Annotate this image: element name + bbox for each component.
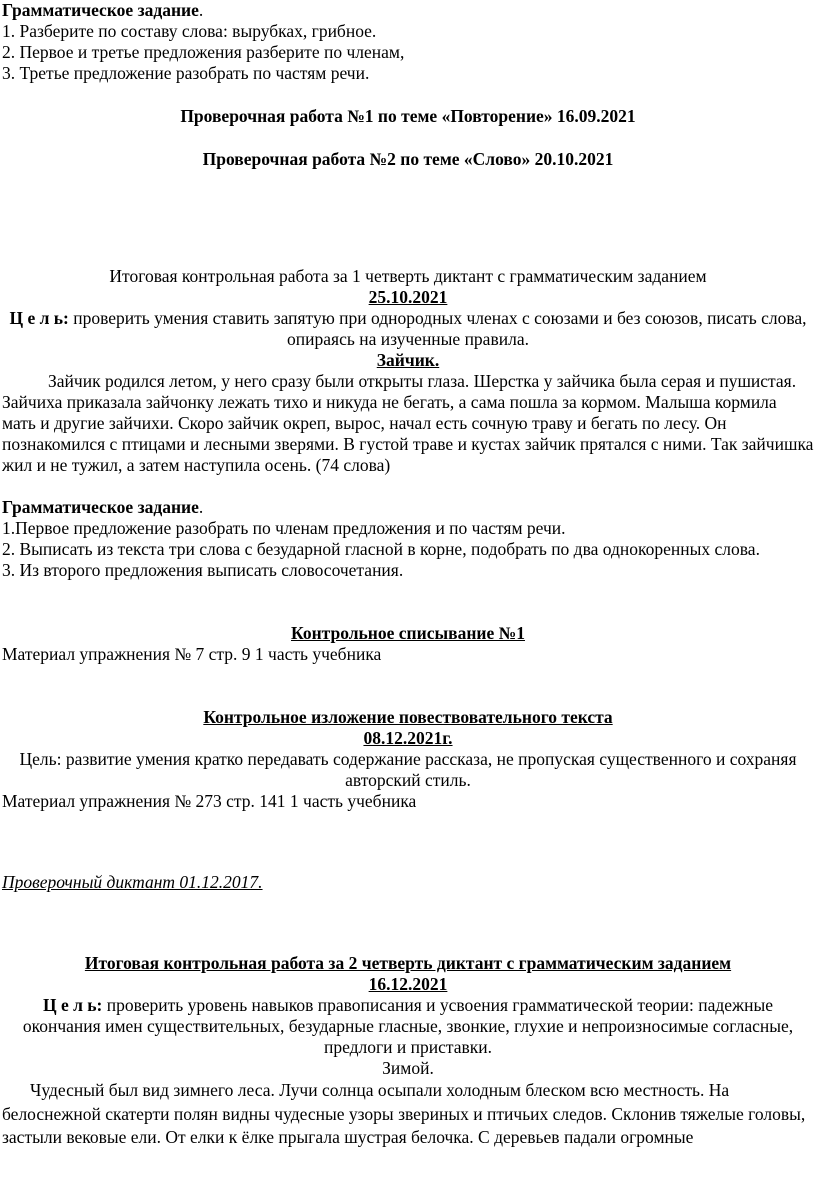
- grammar-task-item: 2. Первое и третье предложения разберите по членам,: [2, 42, 405, 62]
- goal-text: проверить умения ставить запятую при однородных членах с союзами и без союзов, писать слова, опираясь на изученные правила.: [68, 308, 807, 349]
- dictation-title-zaychik: Зайчик.: [376, 350, 440, 370]
- goal-label: Ц е л ь:: [42, 995, 103, 1015]
- final-work-1-date: 25.10.2021: [368, 287, 448, 307]
- dictation-text-zaychik: Зайчик родился летом, у него сразу были открыты глаза. Шерстка у зайчика была серая и пушистая. Зайчиха приказала зайчонку лежать тихо и никуда не бегать, а сама пошла за кормом. Малыша кормила мать и другие зайчихи. Скоро зайчик окреп, вырос, начал есть сочную траву и бегать по лесу. Он познакомился с птицами и лесными зверями. В густой траве и кустах зайчик прятался с ними. Так зайчишка жил и не тужил, а затем наступила осень. (74 слова): [2, 371, 814, 475]
- grammar-task-heading: [2, 0, 814, 21]
- control-copying-material: Материал упражнения № 7 стр. 9 1 часть учебника: [2, 644, 382, 664]
- grammar-task-2-title-tail: .: [198, 497, 204, 517]
- exposition-title: Контрольное изложение повествовательного текста: [203, 707, 613, 727]
- grammar-task-2-heading: [2, 497, 814, 518]
- check-work-1-title: Проверочная работа №1 по теме «Повторение» 16.09.2021: [180, 106, 636, 126]
- grammar-task-2-item: 2. Выписать из текста три слова с безударной гласной в корне, подобрать по два однокоренных слова.: [2, 539, 760, 559]
- dictation-text-zimoy: Чудесный был вид зимнего леса. Лучи солнца осыпали холодным блеском всю местность. На белоснежной скатерти полян видны чудесные узоры звериных и птичьих следов. Склонив тяжелые головы, застыли вековые ели. От елки к ёлке прыгала шустрая белочка. С деревьев падали огромные: [2, 1080, 806, 1147]
- grammar-task-item: 3. Третье предложение разобрать по частям речи.: [2, 63, 370, 83]
- final-work-2-date: 16.12.2021: [368, 974, 448, 994]
- goal-label: Ц е л ь:: [9, 308, 69, 328]
- grammar-task-item: 1. Разберите по составу слова: вырубках, грибное.: [2, 21, 377, 41]
- exposition-material: Материал упражнения № 273 стр. 141 1 часть учебника: [2, 791, 417, 811]
- final-work-1-heading: Итоговая контрольная работа за 1 четверть диктант с грамматическим заданием: [109, 266, 707, 286]
- exposition-goal: Цель: развитие умения кратко передавать содержание рассказа, не пропуская существенного и сохраняя авторский стиль.: [19, 749, 797, 790]
- final-work-2-goal: [2, 995, 814, 1058]
- grammar-task-title-tail: .: [198, 0, 204, 20]
- check-dictation-title: Проверочный диктант 01.12.2017.: [2, 872, 263, 892]
- exposition-date: 08.12.2021г.: [363, 728, 453, 748]
- goal-text: проверить уровень навыков правописания и усвоения грамматической теории: падежные окончания имен существительных, безударные гласные, звонкие, глухие и непроизносимые согласные, предлоги и приставки.: [22, 995, 794, 1057]
- grammar-task-2-title: Грамматическое задание: [2, 497, 199, 517]
- dictation-title-zimoy: Зимой.: [382, 1058, 434, 1078]
- control-copying-title: Контрольное списывание №1: [291, 623, 525, 643]
- grammar-task-2-item: 1.Первое предложение разобрать по членам предложения и по частям речи.: [2, 518, 566, 538]
- final-work-1-goal: [2, 308, 814, 350]
- final-work-2-heading: Итоговая контрольная работа за 2 четверть диктант с грамматическим заданием: [84, 953, 732, 973]
- grammar-task-2-item: 3. Из второго предложения выписать словосочетания.: [2, 560, 404, 580]
- check-work-2-title: Проверочная работа №2 по теме «Слово» 20.10.2021: [202, 149, 614, 169]
- grammar-task-title: Грамматическое задание: [2, 0, 199, 20]
